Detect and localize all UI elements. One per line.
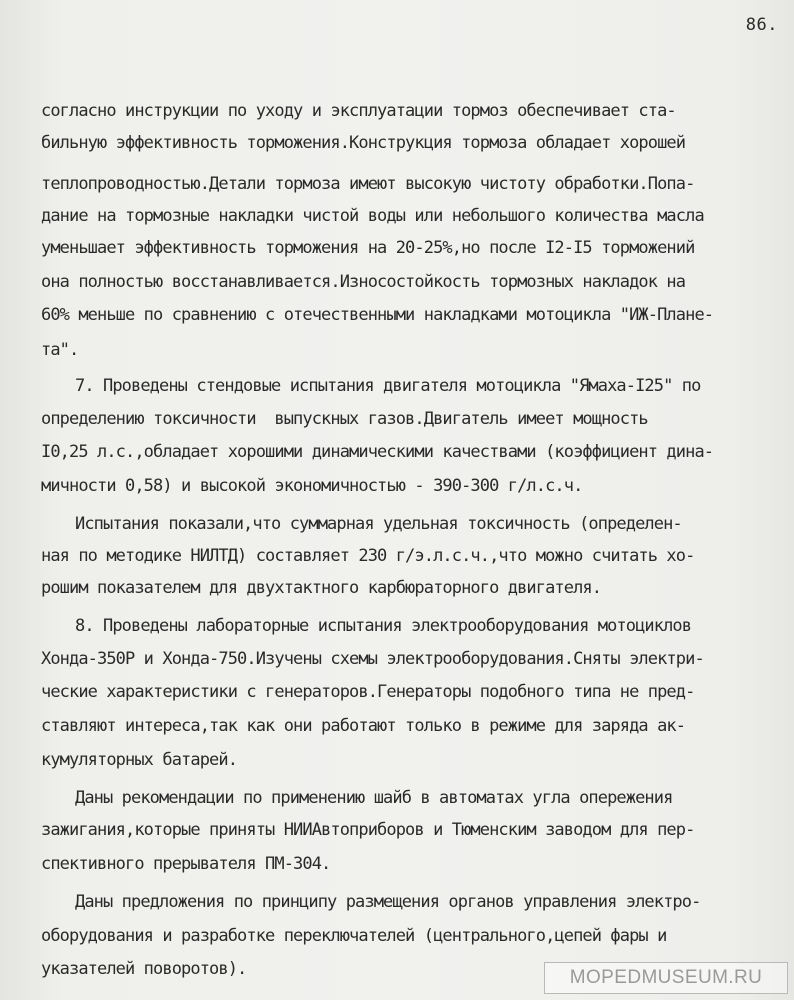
text-line: зажигания,которые приняты НИИАвтоприборов и Тюменским заводом для пер- [41,820,695,840]
text-line: I0,25 л.с.,обладает хорошими динамическими качествами (коэффициент дина- [41,442,714,462]
text-line: ставляют интереса,так как они работают только в режиме для заряда ак- [41,716,686,736]
text-line: спективного прерывателя ПМ-304. [41,854,331,874]
text-line: Испытания показали,что суммарная удельная токсичность (определен- [75,514,682,534]
text-line: уменьшает эффективность торможения на 20-25%,но после I2-I5 торможений [41,238,695,258]
text-line: 60% меньше по сравнению с отечественными накладками мотоцикла "ИЖ-Плане- [41,305,714,325]
text-line: Даны рекомендации по применению шайб в автоматах угла опережения [75,788,673,808]
text-line: кумуляторных батарей. [41,750,238,770]
text-line: она полностью восстанавливается.Износостойкость тормозных накладок на [41,272,686,292]
text-line: Хонда-350Р и Хонда-750.Изучены схемы электрооборудования.Сняты электри- [41,649,704,669]
text-line: 8. Проведены лабораторные испытания электрооборудования мотоциклов [75,616,692,636]
watermark-logo: MOPEDMUSEUM.RU [544,962,788,994]
page-number: 86. [745,15,778,35]
text-line: согласно инструкции по уходу и эксплуатации тормоз обеспечивает ста- [41,101,676,121]
text-line: дание на тормозные накладки чистой воды или небольшого количества масла [41,206,704,226]
text-line: ческие характеристики с генераторов.Генераторы подобного типа не пред- [41,682,695,702]
text-line: рошим показателем для двухтактного карбюраторного двигателя. [41,578,602,598]
text-line: та". [41,340,79,360]
text-line: мичности 0,58) и высокой экономичностью - 390-300 г/л.с.ч. [41,476,583,496]
text-line: оборудования и разработке переключателей (центрального,цепей фары и [41,926,667,946]
text-line: определению токсичности выпускных газов.Двигатель имеет мощность [41,409,648,429]
text-line: бильную эффективность торможения.Конструкция тормоза обладает хорошей [41,133,686,153]
text-line: Даны предложения по принципу размещения органов управления электро- [75,892,701,912]
text-line: теплопроводностью.Детали тормоза имеют высокую чистоту обработки.Попа- [41,174,695,194]
text-line: ная по методике НИЛТД) составляет 230 г/э.л.с.ч.,что можно считать хо- [41,546,695,566]
text-line: указателей поворотов). [41,959,247,979]
text-line: 7. Проведены стендовые испытания двигателя мотоцикла "Ямаха-I25" по [75,376,701,396]
